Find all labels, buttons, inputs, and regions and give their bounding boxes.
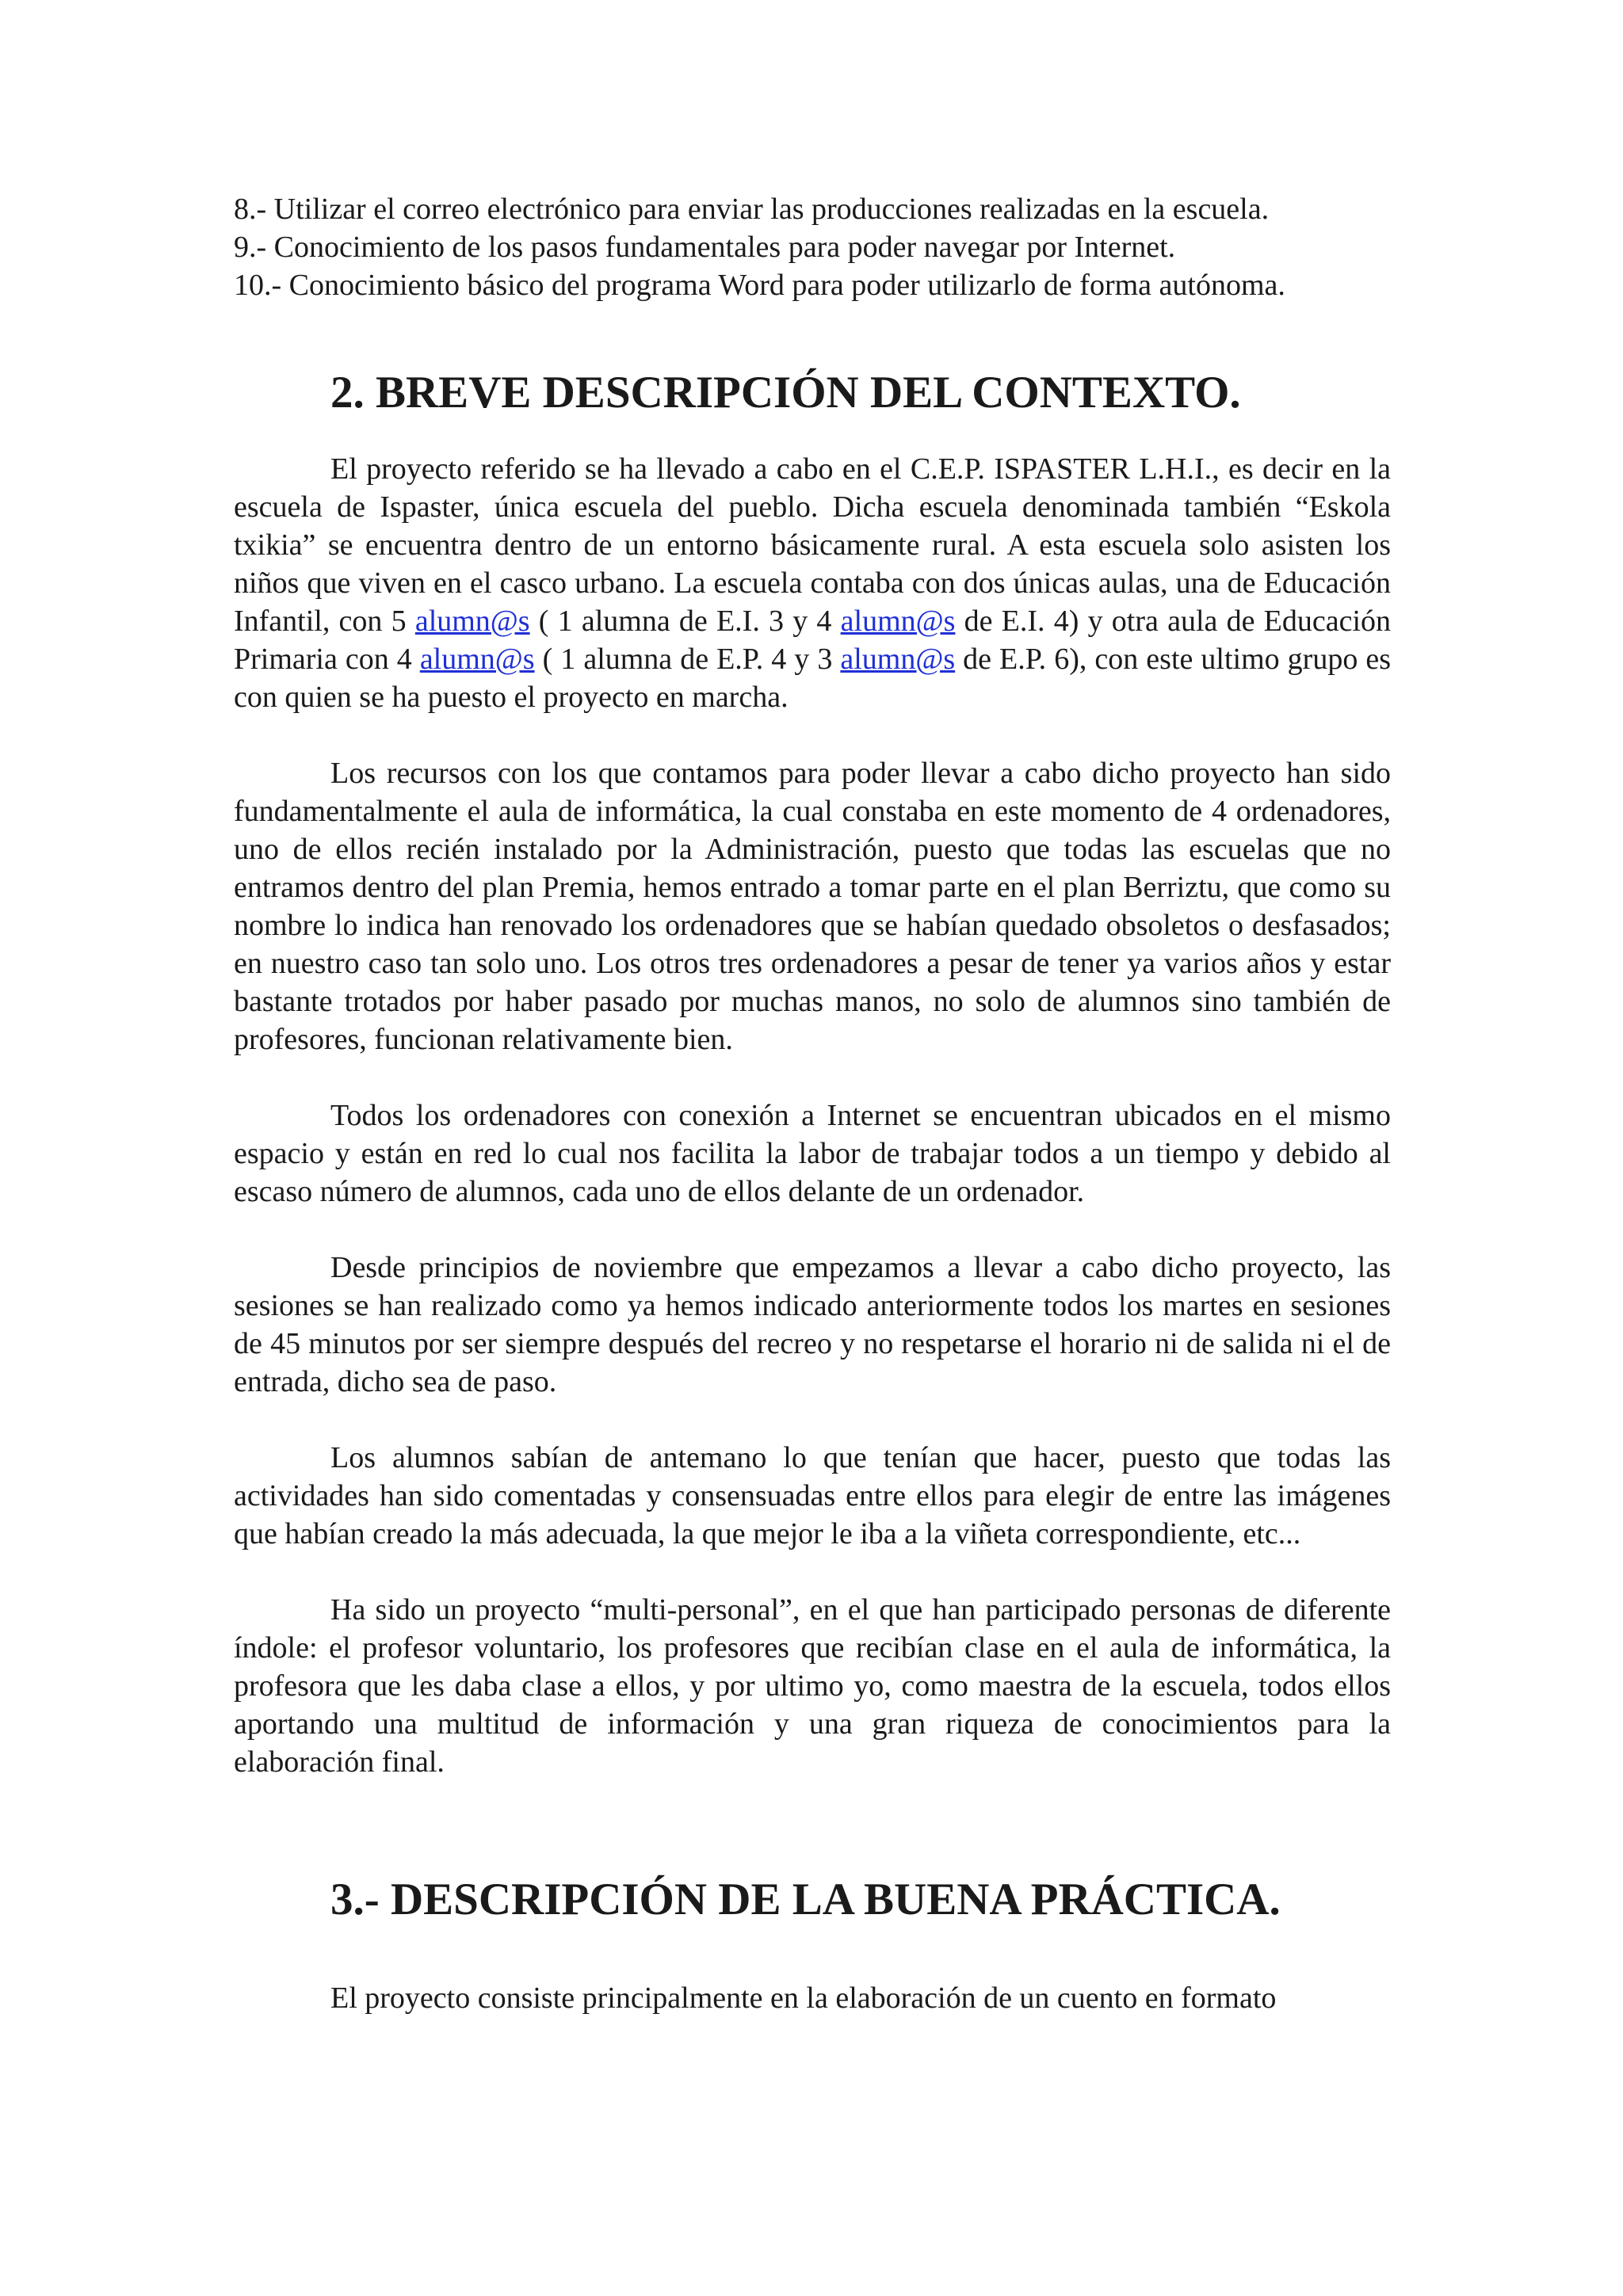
section-2-heading: 2. BREVE DESCRIPCIÓN DEL CONTEXTO. — [330, 368, 1241, 418]
document-body — [234, 190, 1391, 2017]
alumnos-link-3[interactable]: alumn@s — [419, 643, 535, 676]
objective-item-10: 10.- Conocimiento básico del programa Word para poder utilizarlo de forma autónoma. — [234, 269, 1285, 302]
section-3-heading: 3.- DESCRIPCIÓN DE LA BUENA PRÁCTICA. — [330, 1875, 1281, 1924]
alumnos-link-4[interactable]: alumn@s — [840, 643, 956, 676]
context-paragraph-2: Los recursos con los que contamos para poder llevar a cabo dicho proyecto han sido fundamentalmente el aula de informática, la cual constaba en este momento de 4 ordenadores, uno de ellos recién instalado por la Administración, puesto que todas las escuelas que no entramos dentro del plan Premia, hemos entrado a tomar parte en el plan Berriztu, que como su nombre lo indica han renovado los ordenadores que se habían quedado obsoletos o desfasados; en nuestro caso tan solo uno. Los otros tres ordenadores a pesar de tener ya varios años y estar bastante trotados por haber pasado por muchas manos, no solo de alumnos sino también de profesores, funcionan relativamente bien. — [234, 757, 1391, 1056]
paragraph-text: de E.I. 4) y otra aula de Educación Primaria con 4 — [234, 605, 1392, 676]
objective-item-8: 8.- Utilizar el correo electrónico para enviar las producciones realizadas en la escuela. — [234, 193, 1270, 226]
context-paragraph-4: Desde principios de noviembre que empezamos a llevar a cabo dicho proyecto, las sesiones se han realizado como ya hemos indicado anteriormente todos los martes en sesiones de 45 minutos por ser siempre después del recreo y no respetarse el horario ni de salida ni el de entrada, dicho sea de paso. — [234, 1251, 1391, 1398]
paragraph-text: ( 1 alumna de E.I. 3 y 4 — [529, 605, 841, 638]
context-paragraph-3: Todos los ordenadores con conexión a Internet se encuentran ubicados en el mismo espacio y están en red lo cual nos facilita la labor de trabajar todos a un tiempo y debido al escaso número de alumnos, cada uno de ellos delante de un ordenador. — [234, 1099, 1391, 1208]
alumnos-link-2[interactable]: alumn@s — [840, 605, 956, 638]
practice-paragraph-1: El proyecto consiste principalmente en la elaboración de un cuento en formato — [330, 1981, 1277, 2015]
context-paragraph-5: Los alumnos sabían de antemano lo que tenían que hacer, puesto que todas las actividades han sido comentadas y consensuadas entre ellos para elegir de entre las imágenes que habían creado la más adecuada, la que mejor le iba a la viñeta correspondiente, etc... — [234, 1441, 1391, 1550]
paragraph-text: de E.P. 6), con este ultimo grupo es con quien se ha puesto el proyecto en marcha. — [234, 643, 1392, 714]
objective-item-9: 9.- Conocimiento de los pasos fundamentales para poder navegar por Internet. — [234, 231, 1176, 264]
context-paragraph-1 — [234, 450, 1391, 716]
context-paragraph-6: Ha sido un proyecto “multi-personal”, en el que han participado personas de diferente índole: el profesor voluntario, los profesores que recibían clase en el aula de informática, la profesora que les daba clase a ellos, y por ultimo yo, como maestra de la escuela, todos ellos aportando una multitud de información y una gran riqueza de conocimientos para la elaboración final. — [234, 1593, 1391, 1779]
alumnos-link-1[interactable]: alumn@s — [414, 605, 530, 638]
paragraph-text: ( 1 alumna de E.P. 4 y 3 — [534, 643, 841, 676]
paragraph-text: El proyecto referido se ha llevado a cabo en el C.E.P. ISPASTER L.H.I., es decir en la escuela de Ispaster, única escuela del pueblo. Dicha escuela denominada también “Eskola txikia” se encuentra dentro de un entorno básicamente rural. A esta escuela solo asisten los niños que viven en el casco urbano. La escuela contaba con dos únicas aulas, una de Educación Infantil, con 5 — [234, 452, 1391, 638]
